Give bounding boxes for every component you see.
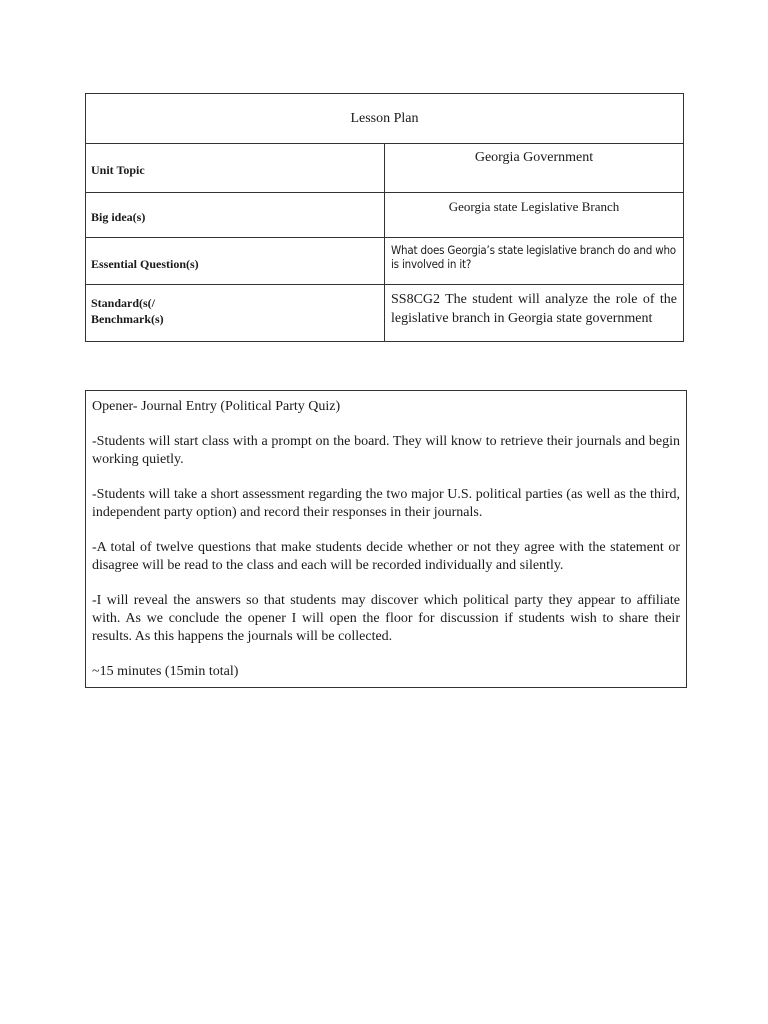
essential-question-label: Essential Question(s) — [86, 238, 385, 285]
unit-topic-label: Unit Topic — [86, 144, 385, 193]
standard-row — [86, 285, 684, 342]
lesson-plan-table — [85, 93, 684, 342]
standard-label-line2: Benchmark(s) — [91, 312, 164, 326]
essential-question-row — [86, 238, 684, 285]
big-idea-row — [86, 193, 684, 238]
opener-paragraph-3: -A total of twelve questions that make students decide whether or not they agree with the statement or disagree will be read to the class and each will be recorded individually and silently. — [92, 540, 680, 573]
opener-section — [85, 390, 687, 688]
opener-duration: ~15 minutes (15min total) — [92, 664, 239, 679]
standard-value: SS8CG2 The student will analyze the role of the legislative branch in Georgia state government — [385, 285, 684, 342]
big-idea-label: Big idea(s) — [86, 193, 385, 238]
standard-label — [86, 285, 385, 342]
unit-topic-row — [86, 144, 684, 193]
opener-paragraph-2: -Students will take a short assessment regarding the two major U.S. political parties (as well as the third, independent party option) and record their responses in their journals. — [92, 487, 680, 520]
opener-title: Opener- Journal Entry (Political Party Quiz) — [92, 399, 341, 414]
lesson-plan-title-row — [86, 94, 684, 144]
unit-topic-value: Georgia Government — [385, 144, 684, 193]
big-idea-value: Georgia state Legislative Branch — [385, 193, 684, 238]
lesson-plan-title: Lesson Plan — [86, 94, 684, 144]
opener-paragraph-1: -Students will start class with a prompt on the board. They will know to retrieve their journals and begin working quietly. — [92, 434, 680, 467]
essential-question-value: What does Georgia’s state legislative branch do and who is involved in it? — [385, 238, 684, 285]
standard-label-line1: Standard(s(/ — [91, 296, 156, 310]
opener-paragraph-4: -I will reveal the answers so that students may discover which political party they appear to affiliate with. As we conclude the opener I will open the floor for discussion if students wish to share their results. As this happens the journals will be collected. — [92, 593, 680, 644]
